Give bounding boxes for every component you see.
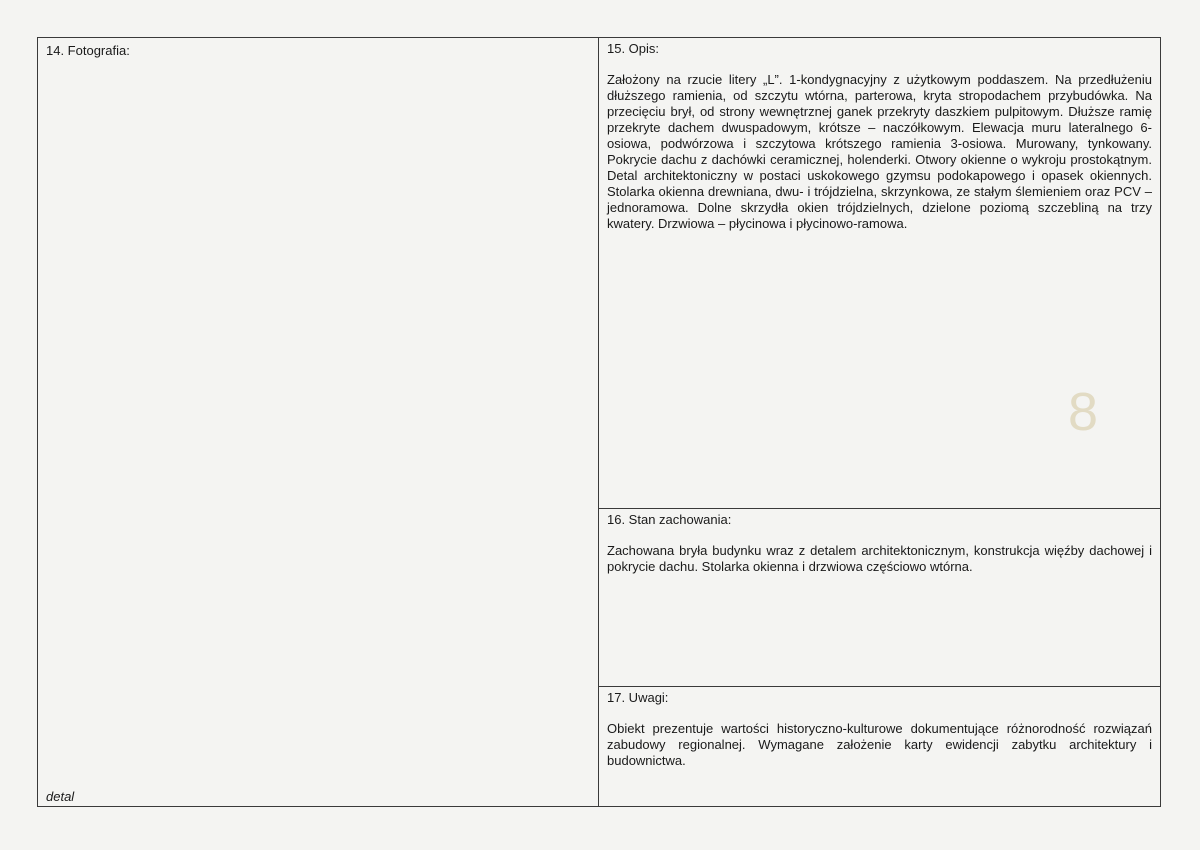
form-table [37,37,1161,807]
photo-section [38,38,599,806]
photo-section-label: 14. Fotografia: [46,43,130,58]
photo-caption: detal [46,789,75,804]
description-label: 15. Opis: [607,41,660,56]
condition-label: 16. Stan zachowania: [607,512,732,527]
remarks-label: 17. Uwagi: [607,690,669,705]
description-text: Założony na rzucie litery „L”. 1-kondygnacyjny z użytkowym poddaszem. Na przedłużeniu dłuższego ramienia, od szczytu wtórna, parterowa, kryta stropodachem przybudówka. Na przecięciu brył, od strony wewnętrznej ganek przekryty daszkiem pulpitowym. Dłuższe ramię przekryte dachem dwuspadowym, krótsze – naczółkowym. Elewacja muru lateralnego 6-osiowa, podwórzowa i szczytowa krótszego ramienia 3-osiowa. Murowany, tynkowany. Pokrycie dachu z dachówki ceramicznej, holenderki. Otwory okienne o wykroju prostokątnym. Detal architektoniczny w postaci uskokowego gzymsu podokapowego i opasek okiennych. Stolarka okienna drewniana, dwu- i trójdzielna, skrzynkowa, ze stałym ślemieniem oraz PCV – jednoramowa. Dolne skrzydła okien trójdzielnych, dzielone poziomą szczebliną na trzy kwatery. Drzwiowa – płycinowa i płycinowo-ramowa. [607,72,1152,231]
remarks-text: Obiekt prezentuje wartości historyczno-kulturowe dokumentujące różnorodność rozwiązań zabudowy regionalnej. Wymagane założenie karty ewidencji zabytku architektury i budownictwa. [607,721,1152,768]
condition-text: Zachowana bryła budynku wraz z detalem architektonicznym, konstrukcja więźby dachowej i pokrycie dachu. Stolarka okienna i drzwiowa częściowo wtórna. [607,543,1152,574]
page-number: 8 [1068,382,1099,442]
condition-section [599,508,1160,686]
remarks-section [599,686,1160,806]
